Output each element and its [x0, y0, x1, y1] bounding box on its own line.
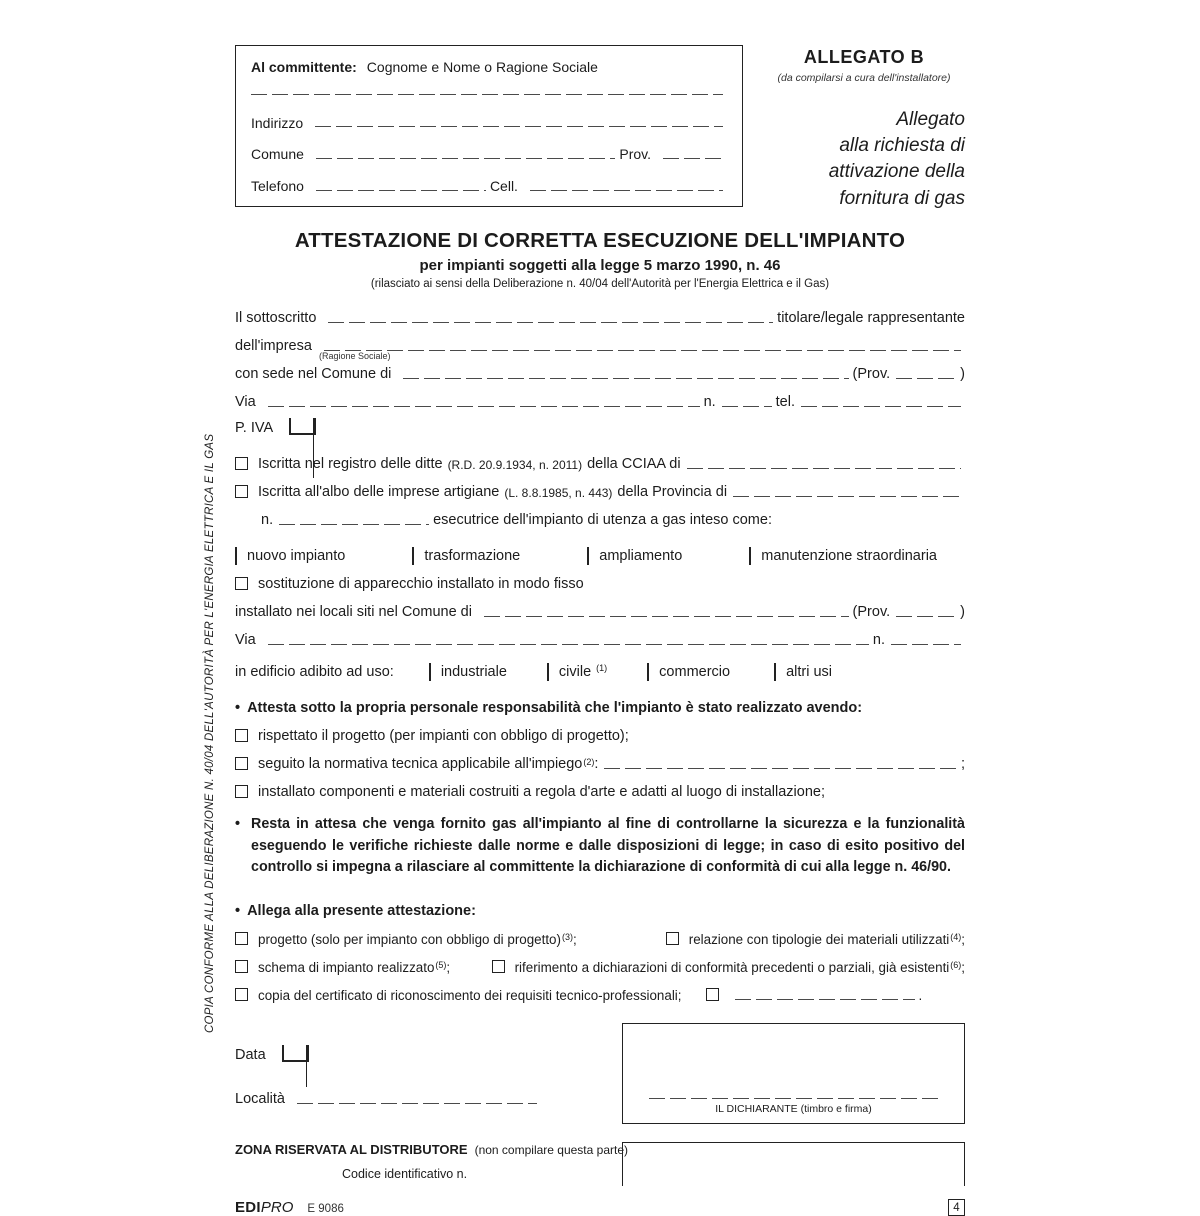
telefono-field[interactable] — [316, 186, 486, 191]
albo-artigiane-label: Iscritta all'albo delle imprese artigiane — [258, 484, 500, 500]
piva-row — [235, 410, 965, 436]
normativa-field[interactable] — [604, 764, 957, 769]
tel-field[interactable] — [801, 402, 961, 407]
progetto-label: progetto (solo per impianto con obbligo di progetto) — [258, 932, 561, 948]
comune-label: Comune — [251, 146, 304, 163]
relazione-label: relazione con tipologie dei materiali utilizzati — [688, 932, 950, 948]
via-n-field[interactable] — [722, 402, 772, 407]
option-industriale — [429, 664, 507, 680]
via-row — [235, 382, 965, 410]
normativa-row — [235, 744, 965, 772]
uso-label: in edificio adibito ad uso: — [235, 664, 394, 680]
sottoscritto-row — [235, 298, 965, 326]
option-civile — [547, 664, 607, 680]
numero-esecutrice-row — [235, 500, 965, 528]
piva-comb-field[interactable] — [289, 418, 316, 435]
cell-label: Cell. — [489, 178, 518, 194]
via2-label: Via — [235, 632, 256, 648]
distributore-section — [235, 1142, 965, 1186]
provincia-field[interactable] — [733, 492, 961, 497]
installato-label: installato nei locali siti nel Comune di — [235, 604, 472, 620]
riferimento-footnote-ref: (6) — [950, 960, 962, 971]
commercio-label: commercio — [659, 664, 731, 680]
committente-name-row — [251, 91, 727, 99]
distributore-left — [235, 1142, 628, 1186]
registro-ditte-suffix: della CCIAA di — [587, 456, 681, 472]
option-nuovo-impianto — [235, 548, 345, 564]
via2-n-label: n. — [872, 632, 885, 648]
cciaa-field[interactable] — [687, 464, 961, 469]
sostituzione-row — [235, 564, 965, 592]
altro-field[interactable] — [735, 995, 915, 1000]
option-commercio — [647, 664, 730, 680]
ampliamento-checkbox[interactable] — [587, 547, 589, 565]
prov-label: Prov. — [619, 146, 651, 163]
brand-code: E 9086 — [307, 1203, 344, 1216]
attesta-heading-row — [235, 688, 965, 716]
albo-artigiane-suffix: della Provincia di — [617, 484, 728, 500]
albo-artigiane-ref: (L. 8.8.1985, n. 443) — [504, 486, 613, 500]
albo-artigiane-row — [235, 472, 965, 500]
attach-row-2 — [235, 947, 965, 975]
indirizzo-label: Indirizzo — [251, 114, 304, 131]
form-title-note: (rilasciato ai sensi della Deliberazione n. 40/04 dell'Autorità per l'Energia Elettrica e il Gas) — [370, 278, 830, 290]
certificato-checkbox[interactable] — [235, 988, 248, 1001]
attach-altro — [682, 988, 966, 1003]
componenti-label: installato componenti e materiali costruiti a regola d'arte e adatti al luogo di installazione; — [258, 784, 825, 800]
manutenzione-label: manutenzione straordinaria — [761, 548, 937, 564]
uso-row — [235, 648, 965, 680]
header-row — [235, 45, 965, 208]
via2-field[interactable] — [268, 640, 869, 645]
committente-comune-row — [251, 146, 727, 162]
commercio-checkbox[interactable] — [647, 663, 649, 681]
ampliamento-label: ampliamento — [599, 548, 683, 564]
sottoscritto-suffix: titolare/legale rappresentante — [777, 310, 965, 326]
progetto-checkbox[interactable] — [235, 932, 248, 945]
comune-field[interactable] — [316, 154, 615, 159]
civile-label: civile — [558, 664, 592, 680]
progetto-footnote-ref: (3) — [561, 932, 573, 943]
footer — [235, 1199, 965, 1216]
componenti-row — [235, 772, 965, 800]
sostituzione-label: sostituzione di apparecchio installato in modo fisso — [258, 576, 584, 592]
allegato-line-1: Allegato — [896, 109, 965, 130]
impresa-hint: (Ragione Sociale) — [319, 351, 391, 361]
brand-italic: PRO — [260, 1199, 294, 1216]
signature-box — [622, 1023, 965, 1124]
dichiarante-label: IL DICHIARANTE (timbro e firma) — [715, 1103, 872, 1116]
certificato-label: copia del certificato di riconoscimento dei requisiti tecnico-professionali; — [258, 988, 682, 1004]
localita-field[interactable] — [297, 1099, 537, 1104]
data-comb-field[interactable] — [282, 1045, 309, 1062]
progetto-end: ; — [572, 932, 577, 948]
signature-line[interactable] — [649, 1098, 938, 1099]
via-field[interactable] — [268, 402, 700, 407]
registro-ditte-checkbox[interactable] — [235, 457, 248, 470]
option-altri-usi — [774, 664, 832, 680]
rispettato-progetto-row — [235, 716, 965, 744]
form-title: ATTESTAZIONE DI CORRETTA ESECUZIONE DELL'IMPIANTO — [294, 229, 906, 252]
relazione-footnote-ref: (4) — [950, 932, 962, 943]
attach-relazione — [666, 932, 965, 947]
attesta-heading: Attesta sotto la propria personale responsabilità che l'impianto è stato realizzato avendo: — [247, 700, 863, 716]
declaration-section — [235, 298, 965, 436]
riferimento-end: ; — [961, 960, 965, 976]
sostituzione-checkbox[interactable] — [235, 577, 248, 590]
allegato-note: (da compilarsi a cura dell'installatore) — [777, 72, 951, 84]
riferimento-checkbox[interactable] — [492, 960, 505, 973]
piva-label: P. IVA — [235, 420, 274, 436]
title-block — [235, 229, 965, 290]
attach-progetto — [235, 932, 577, 947]
registro-ditte-label: Iscritta nel registro delle ditte — [258, 456, 443, 472]
impresa-row — [235, 326, 965, 361]
option-ampliamento — [587, 548, 682, 564]
prov-field[interactable] — [663, 154, 723, 159]
indirizzo-field[interactable] — [315, 123, 723, 128]
allega-heading: Allega alla presente attestazione: — [247, 903, 476, 920]
distributore-box[interactable] — [622, 1142, 965, 1186]
registro-ditte-row — [235, 444, 965, 472]
data-row — [235, 1037, 595, 1063]
installato-locali-row — [235, 592, 965, 620]
closing-section — [235, 1023, 965, 1124]
installato-prov-open: (Prov. — [852, 604, 891, 620]
allegato-subtitle — [763, 107, 965, 212]
schema-end: ; — [446, 960, 451, 976]
installato-paren-close: ) — [960, 604, 965, 620]
sede-prov-field[interactable] — [896, 374, 956, 379]
sede-comune-field[interactable] — [403, 374, 848, 379]
tipologia-section — [235, 536, 965, 680]
schema-footnote-ref: (5) — [435, 960, 447, 971]
via-n-label: n. — [703, 394, 716, 410]
relazione-checkbox[interactable] — [666, 932, 679, 945]
numero-field[interactable] — [279, 520, 429, 525]
attesta-section — [235, 688, 965, 800]
cell-field[interactable] — [530, 186, 723, 191]
attach-copia-certificato — [235, 988, 682, 1003]
registration-section — [235, 444, 965, 528]
nuovo-impianto-label: nuovo impianto — [247, 548, 346, 564]
sede-label: con sede nel Comune di — [235, 366, 392, 382]
sottoscritto-label: Il sottoscritto — [235, 310, 317, 326]
tel-label: tel. — [775, 394, 795, 410]
riferimento-label: riferimento a dichiarazioni di conformità precedenti o parziali, già esistenti — [514, 960, 950, 976]
altro-checkbox[interactable] — [706, 988, 719, 1001]
manutenzione-checkbox[interactable] — [749, 547, 751, 565]
rispettato-progetto-label: rispettato il progetto (per impianti con obbligo di progetto); — [258, 728, 629, 744]
publisher-brand — [235, 1199, 344, 1216]
industriale-checkbox[interactable] — [429, 663, 431, 681]
schema-checkbox[interactable] — [235, 960, 248, 973]
allegato-line-4: fornitura di gas — [839, 187, 965, 209]
trasformazione-label: trasformazione — [424, 548, 521, 564]
telefono-label: Telefono — [251, 178, 304, 194]
albo-artigiane-checkbox[interactable] — [235, 485, 248, 498]
zona-note: (non compilare questa parte) — [474, 1143, 628, 1158]
impresa-label: dell'impresa — [235, 338, 312, 354]
resta-paragraph — [235, 814, 965, 879]
relazione-end: ; — [961, 932, 965, 948]
form-content — [235, 45, 965, 1216]
esecutrice-text: esecutrice dell'impianto di utenza a gas inteso come: — [433, 512, 772, 528]
allega-section — [235, 891, 965, 1003]
normativa-colon: : — [594, 756, 599, 772]
resta-text: Resta in attesa che venga fornito gas all'impianto al fine di controllarne la sicurezza e la funzionalità eseguendo le verifiche richieste dalle norme e dalle disposizioni di legge; in caso di esito positivo del controllo si impegna a rilasciare al committente la dichiarazione di conformità di cui alla legge n. 46/90. — [251, 816, 965, 876]
civile-footnote-ref: (1) — [596, 663, 608, 673]
componenti-checkbox[interactable] — [235, 785, 248, 798]
codice-identificativo-label: Codice identificativo n. — [342, 1167, 468, 1182]
sede-prov-open: (Prov. — [852, 366, 891, 382]
installato-prov-field[interactable] — [896, 612, 956, 617]
nuovo-impianto-checkbox[interactable] — [235, 547, 237, 565]
zona-label: ZONA RISERVATA AL DISTRIBUTORE — [235, 1142, 468, 1158]
altri-usi-label: altri usi — [786, 664, 833, 680]
allegato-line-3: attivazione della — [828, 161, 965, 183]
attach-row-1 — [235, 919, 965, 947]
registro-ditte-ref: (R.D. 20.9.1934, n. 2011) — [447, 458, 583, 472]
committente-hint: Cognome e Nome o Ragione Sociale — [366, 59, 598, 75]
form-subtitle: per impianti soggetti alla legge 5 marzo 1990, n. 46 — [419, 257, 781, 274]
normativa-end: ; — [960, 756, 965, 772]
rispettato-progetto-checkbox[interactable] — [235, 729, 248, 742]
sidebar-vertical-note: COPIA CONFORME ALLA DELIBERAZIONE N. 40/04 DELL'AUTORITÀ PER L'ENERGIA ELETTRICA E IL GAS — [204, 433, 216, 1033]
numero-label: n. — [261, 512, 274, 528]
impresa-field[interactable] — [324, 346, 961, 351]
altro-end: . — [918, 988, 923, 1004]
civile-checkbox[interactable] — [547, 663, 549, 681]
committente-heading — [251, 59, 727, 75]
committente-phone-row — [251, 178, 727, 194]
zona-heading — [235, 1142, 628, 1158]
sottoscritto-field[interactable] — [328, 318, 773, 323]
allegato-header — [743, 45, 965, 208]
allegato-title: ALLEGATO B — [803, 47, 925, 67]
industriale-label: industriale — [440, 664, 507, 680]
committente-address-row — [251, 115, 727, 131]
bullet-icon: • — [235, 903, 241, 920]
data-label: Data — [235, 1047, 266, 1064]
via2-n-field[interactable] — [891, 640, 961, 645]
installato-comune-field[interactable] — [484, 612, 849, 617]
localita-label: Località — [235, 1091, 285, 1108]
normativa-label: seguito la normativa tecnica applicabile all'impiego — [258, 756, 583, 772]
normativa-checkbox[interactable] — [235, 757, 248, 770]
attach-schema — [235, 960, 450, 975]
altri-usi-checkbox[interactable] — [774, 663, 776, 681]
normativa-footnote-ref: (2) — [583, 757, 595, 767]
attach-riferimento — [492, 960, 965, 975]
committente-box — [235, 45, 743, 207]
tipologia-options-row — [235, 536, 937, 564]
page-number-badge: 4 — [948, 1199, 965, 1216]
committente-name-field[interactable] — [251, 91, 723, 96]
brand-bold: EDI — [235, 1199, 261, 1216]
closing-left — [235, 1023, 595, 1124]
sede-paren-close: ) — [960, 366, 965, 382]
via-label: Via — [235, 394, 256, 410]
schema-label: schema di impianto realizzato — [258, 960, 435, 976]
committente-label: Al committente: — [251, 59, 357, 75]
attach-row-3 — [235, 975, 965, 1003]
bullet-icon: • — [235, 816, 241, 832]
via2-row — [235, 620, 965, 648]
allegato-line-2: alla richiesta di — [839, 135, 965, 157]
option-manutenzione — [749, 548, 937, 564]
allega-heading-row — [235, 891, 965, 919]
bullet-icon: • — [235, 700, 241, 716]
trasformazione-checkbox[interactable] — [412, 547, 414, 565]
option-trasformazione — [412, 548, 520, 564]
